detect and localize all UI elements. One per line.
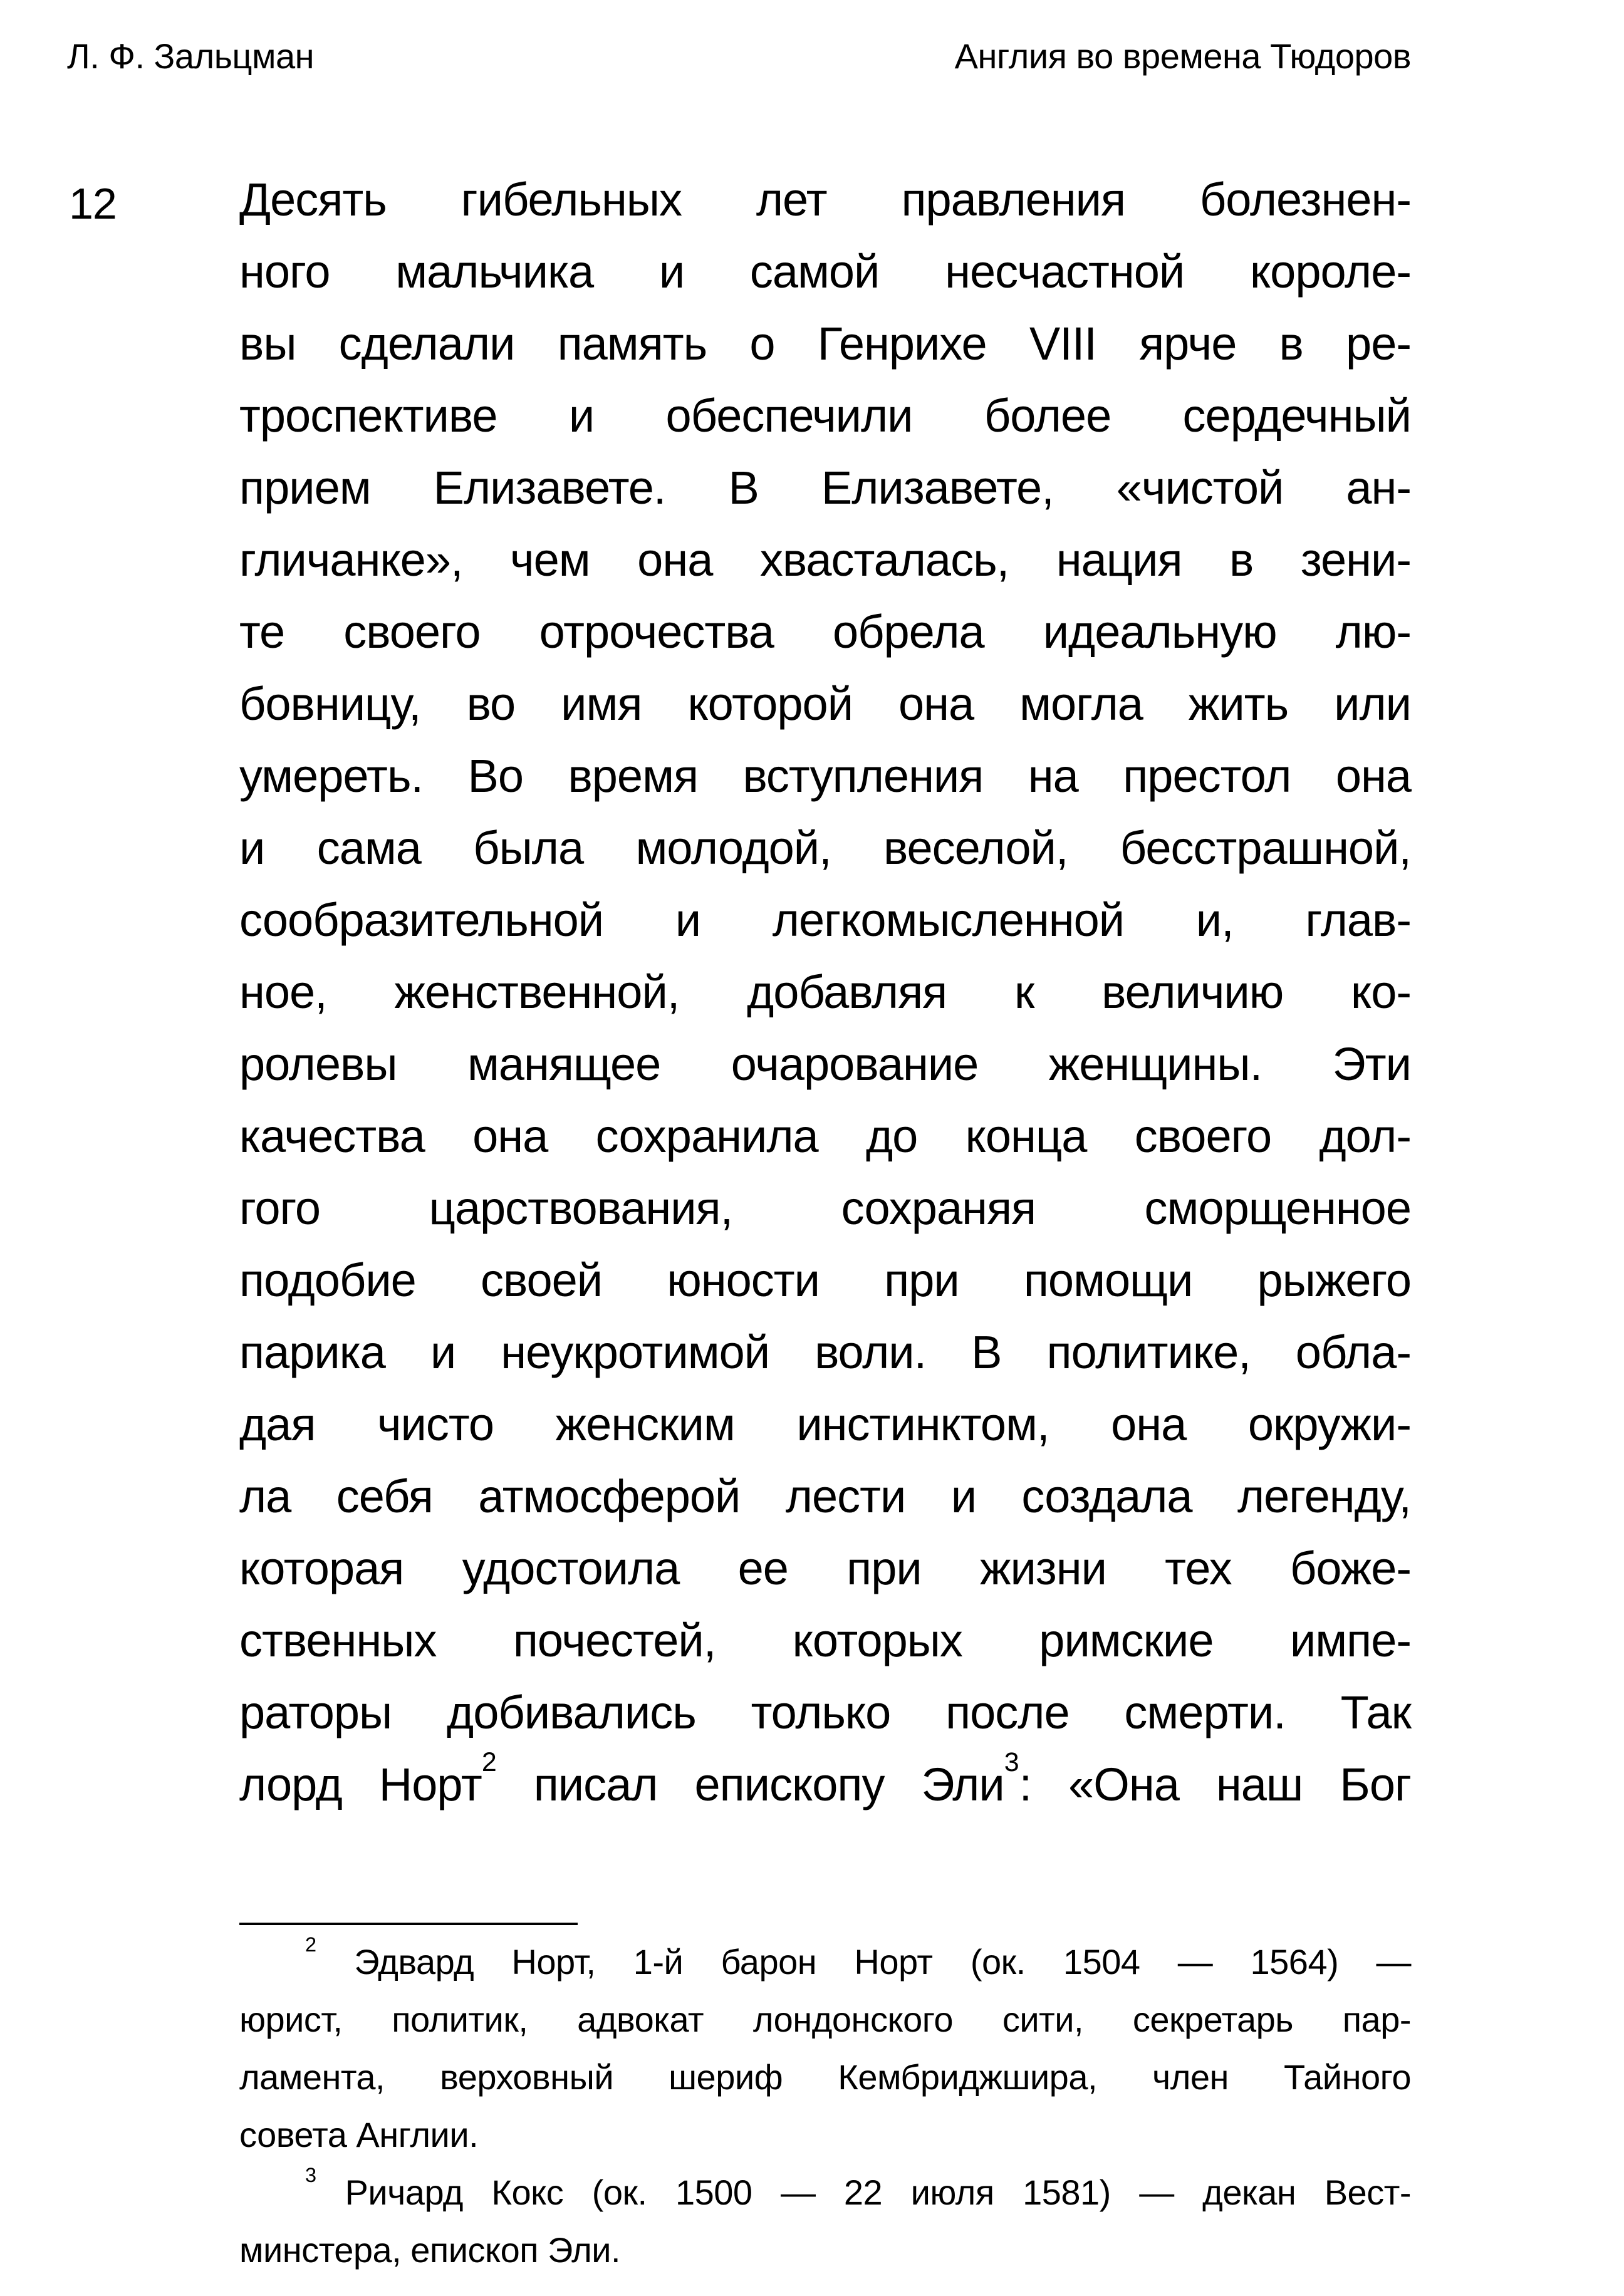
body-line: бовницу, во имя которой она могла жить или — [239, 678, 1411, 730]
body-line: подобие своей юности при помощи рыжего — [239, 1254, 1411, 1306]
body-line: те своего отрочества обрела идеальную лю- — [239, 606, 1411, 658]
body-line: ролевы манящее очарование женщины. Эти — [239, 1038, 1411, 1090]
body-line: качества она сохранила до конца своего дол- — [239, 1110, 1411, 1162]
body-line: прием Елизавете. В Елизавете, «чистой ан- — [239, 462, 1411, 514]
body-line: и сама была молодой, веселой, бесстрашной, — [239, 822, 1411, 874]
footnote-line: совета Англии. — [239, 2115, 479, 2154]
body-line: ла себя атмосферой лести и создала легенду, — [239, 1470, 1411, 1522]
header-author: Л. Ф. Зальцман — [67, 36, 315, 76]
body-line: лорд Норт$^2$ писал епископу Эли$^3$: «Она наш Бог — [239, 1747, 1411, 1810]
body-line: троспективе и обеспечили более сердечный — [239, 390, 1411, 442]
body-line: раторы добивались только после смерти. Так — [239, 1686, 1411, 1738]
body-line: парика и неукротимой воли. В политике, обла- — [239, 1326, 1411, 1378]
footnote-line: минстера, епископ Эли. — [239, 2230, 621, 2270]
body-line: дая чисто женским инстинктом, она окружи- — [239, 1398, 1411, 1450]
footnotes — [239, 1933, 1411, 2279]
footnote-line: $^3$ Ричард Кокс (ок. 1500 — 22 июля 1581) — декан Вест- — [305, 2164, 1411, 2212]
footnote-line: юрист, политик, адвокат лондонского сити, секретарь пар- — [239, 2000, 1411, 2039]
footnote-marker: 3 — [1004, 1747, 1019, 1777]
body-line: вы сделали память о Генрихе VIII ярче в ре- — [239, 318, 1411, 370]
footnote-line: ламента, верховный шериф Кембриджшира, член Тайного — [239, 2057, 1411, 2097]
page-header — [67, 36, 1411, 76]
body-line: сообразительной и легкомысленной и, глав- — [239, 894, 1411, 946]
body-line: гого царствования, сохраняя сморщенное — [239, 1182, 1411, 1234]
footnote-marker: 2 — [481, 1747, 497, 1777]
body-line: ного мальчика и самой несчастной короле- — [239, 246, 1411, 298]
body-line: умереть. Во время вступления на престол она — [239, 750, 1411, 802]
footnote-marker: 3 — [305, 2164, 317, 2187]
body-line: ное, женственной, добавляя к величию ко- — [239, 966, 1411, 1018]
body-text — [239, 164, 1411, 1821]
body-line: Десять гибельных лет правления болезнен- — [239, 174, 1411, 226]
page-number: 12 — [69, 179, 117, 228]
body-line: ственных почестей, которых римские импе- — [239, 1614, 1411, 1666]
footnote-separator — [239, 1923, 578, 1925]
header-title: Англия во времена Тюдоров — [954, 36, 1411, 76]
footnote-marker: 2 — [305, 1933, 317, 1956]
footnote-line: $^2$ Эдвард Норт, 1-й барон Норт (ок. 1504 — 1564) — — [305, 1933, 1411, 1982]
body-line: гличанке», чем она хвасталась, нация в зени- — [239, 534, 1411, 586]
body-line: которая удостоила ее при жизни тех боже- — [239, 1542, 1411, 1594]
